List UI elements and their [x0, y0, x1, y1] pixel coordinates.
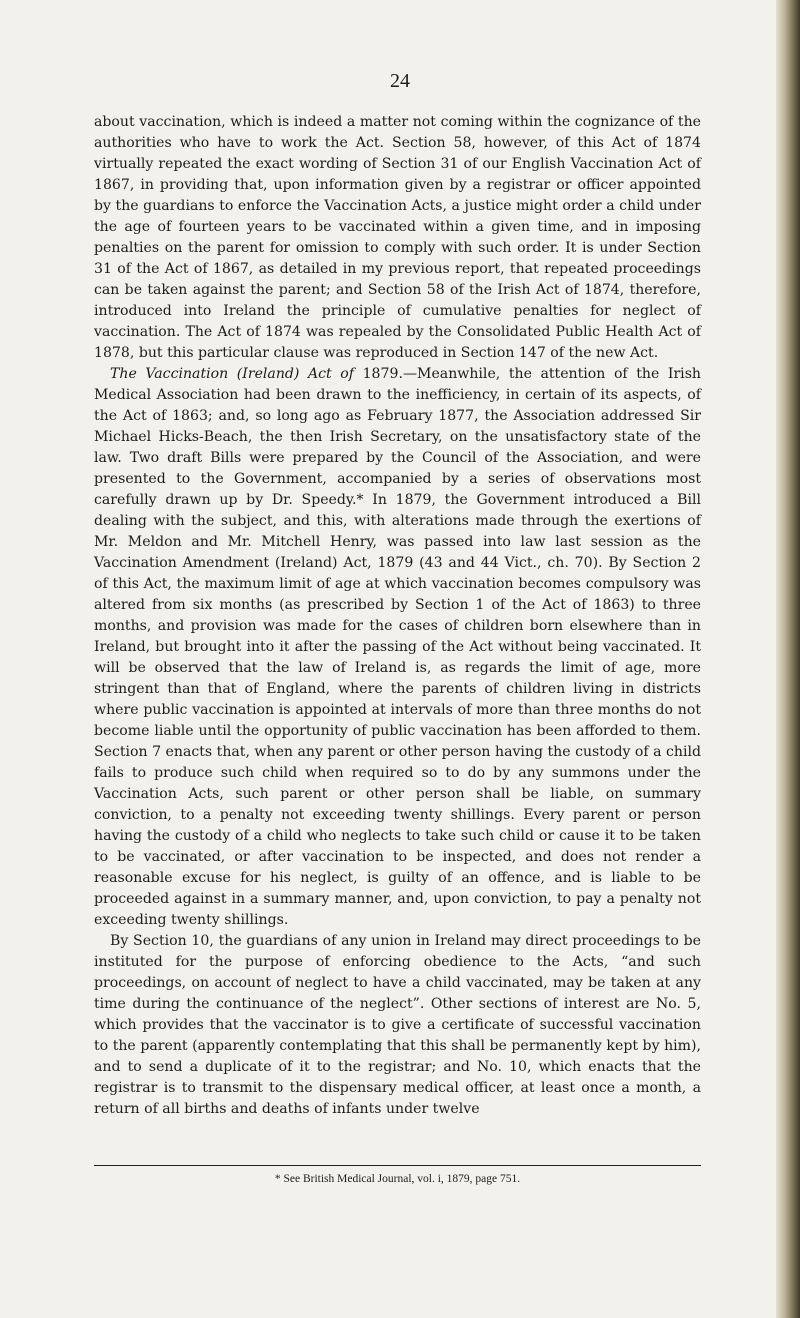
- section-heading-vaccination-ireland-act: The Vaccination (Ireland) Act of: [110, 366, 355, 382]
- paragraph-2-body: 1879.—Meanwhile, the attention of the Irish Medical Association had been drawn to the inefficiency, in certain of its aspects, of the Act of 1863; and, so long ago as February 1877, the Association addressed Sir Michael Hicks-Beach, the then Irish Secretary, on the unsatisfactory state of the law. Two draft Bills were prepared by the Council of the Association, and were presented to the Government, accompanied by a series of observations most carefully drawn up by Dr. Speedy.* In 1879, the Government introduced a Bill dealing with the subject, and this, with alterations made through the exertions of Mr. Meldon and Mr. Mitchell Henry, was passed into law last session as the Vaccination Amendment (Ireland) Act, 1879 (43 and 44 Vict., ch. 70). By Section 2 of this Act, the maximum limit of age at which vaccination becomes compulsory was altered from six months (as prescribed by Section 1 of the Act of 1863) to three months, and provision was made for the cases of children born elsewhere than in Ireland, but brought into it after the passing of the Act without being vaccinated. It will be observed that the law of Ireland is, as regards the limit of age, more stringent than that of England, where the parents of children living in districts where public vaccination is appointed at intervals of more than three months do not become liable until the opportunity of public vaccination has been afforded to them. Section 7 enacts that, when any parent or other person having the custody of a child fails to produce such child when required so to do by any summons under the Vaccination Acts, such parent or other person shall be liable, on summary conviction, to a penalty not exceeding twenty shillings. Every parent or person having the custody of a child who neglects to take such child or cause it to be taken to be vaccinated, or after vaccination to be inspected, and does not render a reasonable excuse for his neglect, is guilty of an offence, and is liable to be proceeded against in a summary manner, and, upon conviction, to pay a penalty not exceeding twenty shillings.: [94, 366, 702, 928]
- paragraph-2: [94, 364, 701, 931]
- body-text: [94, 112, 701, 1120]
- footnote: * See British Medical Journal, vol. i, 1879, page 751.: [274, 1173, 521, 1185]
- paragraph-1: about vaccination, which is indeed a matter not coming within the cognizance of the authorities who have to work the Act. Section 58, however, of this Act of 1874 virtually repeated the exact wording of Section 31 of our English Vaccination Act of 1867, in providing that, upon information given by a registrar or officer appointed by the guardians to enforce the Vaccination Acts, a justice might order a child under the age of fourteen years to be vaccinated within a given time, and in imposing penalties on the parent for omission to comply with such order. It is under Section 31 of the Act of 1867, as detailed in my previous report, that repeated proceedings can be taken against the parent; and Section 58 of the Irish Act of 1874, therefore, introduced into Ireland the principle of cumulative penalties for neglect of vaccination. The Act of 1874 was repealed by the Consolidated Public Health Act of 1878, but this particular clause was reproduced in Section 147 of the new Act.: [94, 114, 701, 361]
- footnote-divider: [94, 1165, 701, 1166]
- paragraph-3: By Section 10, the guardians of any union in Ireland may direct proceedings to be instituted for the purpose of enforcing obedience to the Acts, “and such proceedings, on account of neglect to have a child vaccinated, may be taken at any time during the continuance of the neglect”. Other sections of interest are No. 5, which provides that the vaccinator is to give a certificate of successful vaccination to the parent (apparently contemplating that this shall be permanently kept by him), and to send a duplicate of it to the registrar; and No. 10, which enacts that the registrar is to transmit to the dispensary medical officer, at least once a month, a return of all births and deaths of infants under twelve: [94, 933, 701, 1117]
- page-number: 24: [390, 70, 410, 92]
- book-binding-edge: [776, 0, 800, 1318]
